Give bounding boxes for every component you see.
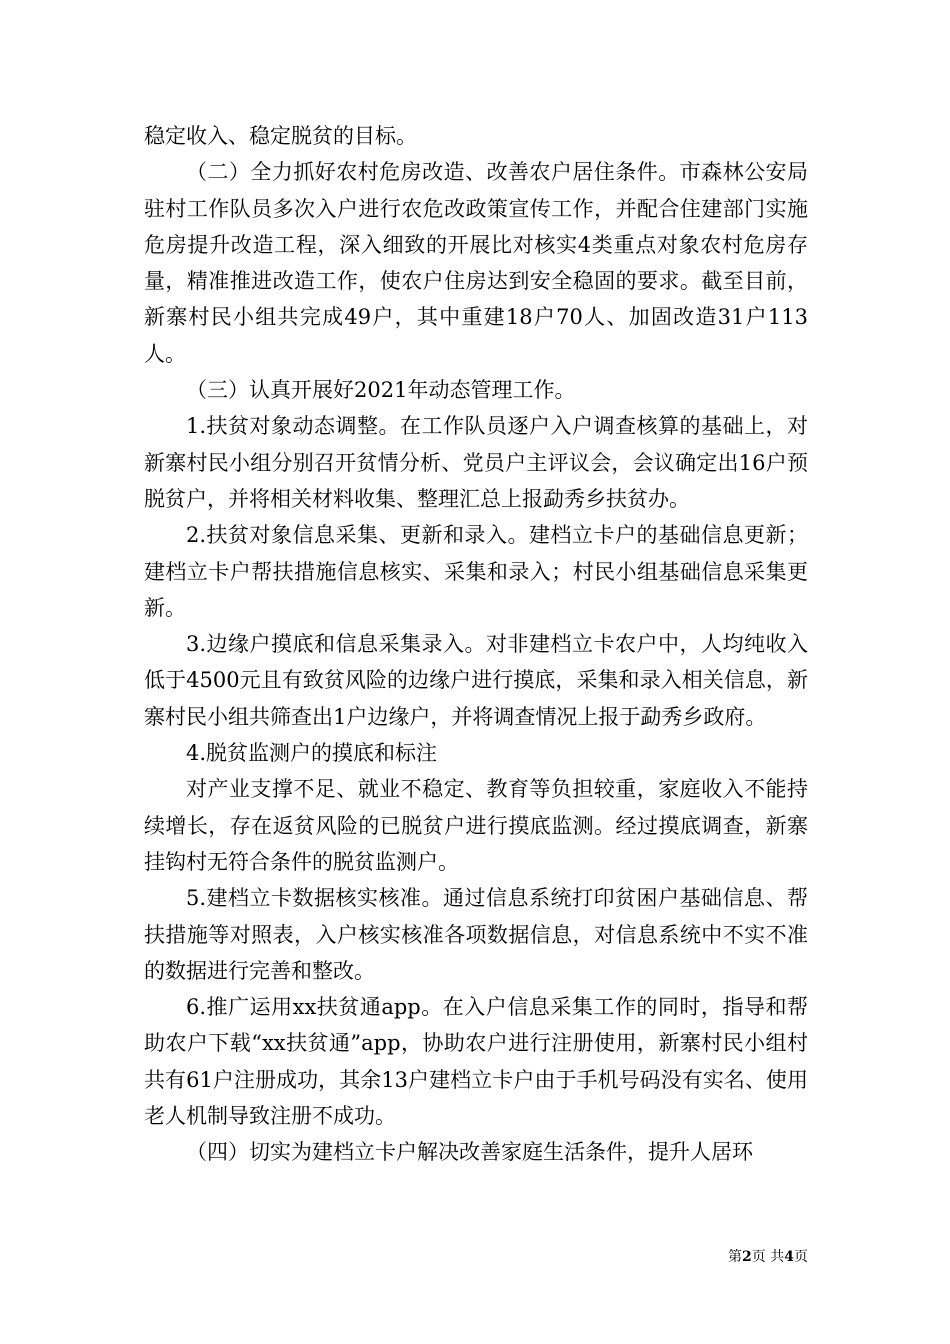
paragraph-5: 2.扶贫对象信息采集、更新和录入。建档立卡户的基础信息更新；建档立卡户帮扶措施信息核实、采集和录入；村民小组基础信息采集更新。 — [144, 523, 808, 620]
paragraph-7: 4.脱贫监测户的摸底和标注 — [186, 741, 438, 766]
total-pages-number: 4 — [784, 1249, 794, 1265]
paragraph-3: （三）认真开展好2021年动态管理工作。 — [186, 378, 576, 403]
paragraph-9: 5.建档立卡数据核实核准。通过信息系统打印贫困户基础信息、帮扶措施等对照表，入户核实核准各项数据信息，对信息系统中不实不准的数据进行完善和整改。 — [144, 886, 808, 983]
current-page-number: 2 — [742, 1249, 752, 1265]
footer-suffix: 页 — [794, 1249, 808, 1265]
paragraph-4: 1.扶贫对象动态调整。在工作队员逐户入户调查核算的基础上，对新寨村民小组分别召开贫情分析、党员户主评议会，会议确定出16户预脱贫户，并将相关材料收集、整理汇总上报勐秀乡扶贫办。 — [144, 414, 808, 511]
paragraph-10: 6.推广运用xx扶贫通app。在入户信息采集工作的同时，指导和帮助农户下载“xx扶贫通”app，协助农户进行注册使用，新寨村民小组村共有61户注册成功，其余13户建档立卡户由于手机号码没有实名、使用老人机制导致注册不成功。 — [144, 995, 808, 1129]
footer-prefix: 第 — [728, 1249, 743, 1265]
paragraph-2: （二）全力抓好农村危房改造、改善农户居住条件。市森林公安局驻村工作队员多次入户进行农危改政策宣传工作，并配合住建部门实施危房提升改造工程，深入细致的开展比对核实4类重点对象农村危房存量，精准推进改造工作，使农户住房达到安全稳固的要求。截至目前，新寨村民小组共完成49户，其中重建18户70人、加固改造31户113人。 — [144, 160, 808, 366]
paragraph-6: 3.边缘户摸底和信息采集录入。对非建档立卡农户中，人均纯收入低于4500元且有致贫风险的边缘户进行摸底，采集和录入相关信息，新寨村民小组共筛查出1户边缘户，并将调查情况上报于勐秀乡政府。 — [144, 632, 808, 729]
paragraph-1: 稳定收入、稳定脱贫的目标。 — [144, 124, 417, 148]
paragraph-11: （四）切实为建档立卡户解决改善家庭生活条件，提升人居环 — [186, 1140, 753, 1165]
footer-middle: 页 共 — [751, 1249, 785, 1265]
paragraph-8: 对产业支撑不足、就业不稳定、教育等负担较重，家庭收入不能持续增长，存在返贫风险的已脱贫户进行摸底监测。经过摸底调查，新寨挂钩村无符合条件的脱贫监测户。 — [144, 777, 808, 874]
page-footer — [728, 1248, 808, 1266]
document-body — [144, 118, 808, 1171]
